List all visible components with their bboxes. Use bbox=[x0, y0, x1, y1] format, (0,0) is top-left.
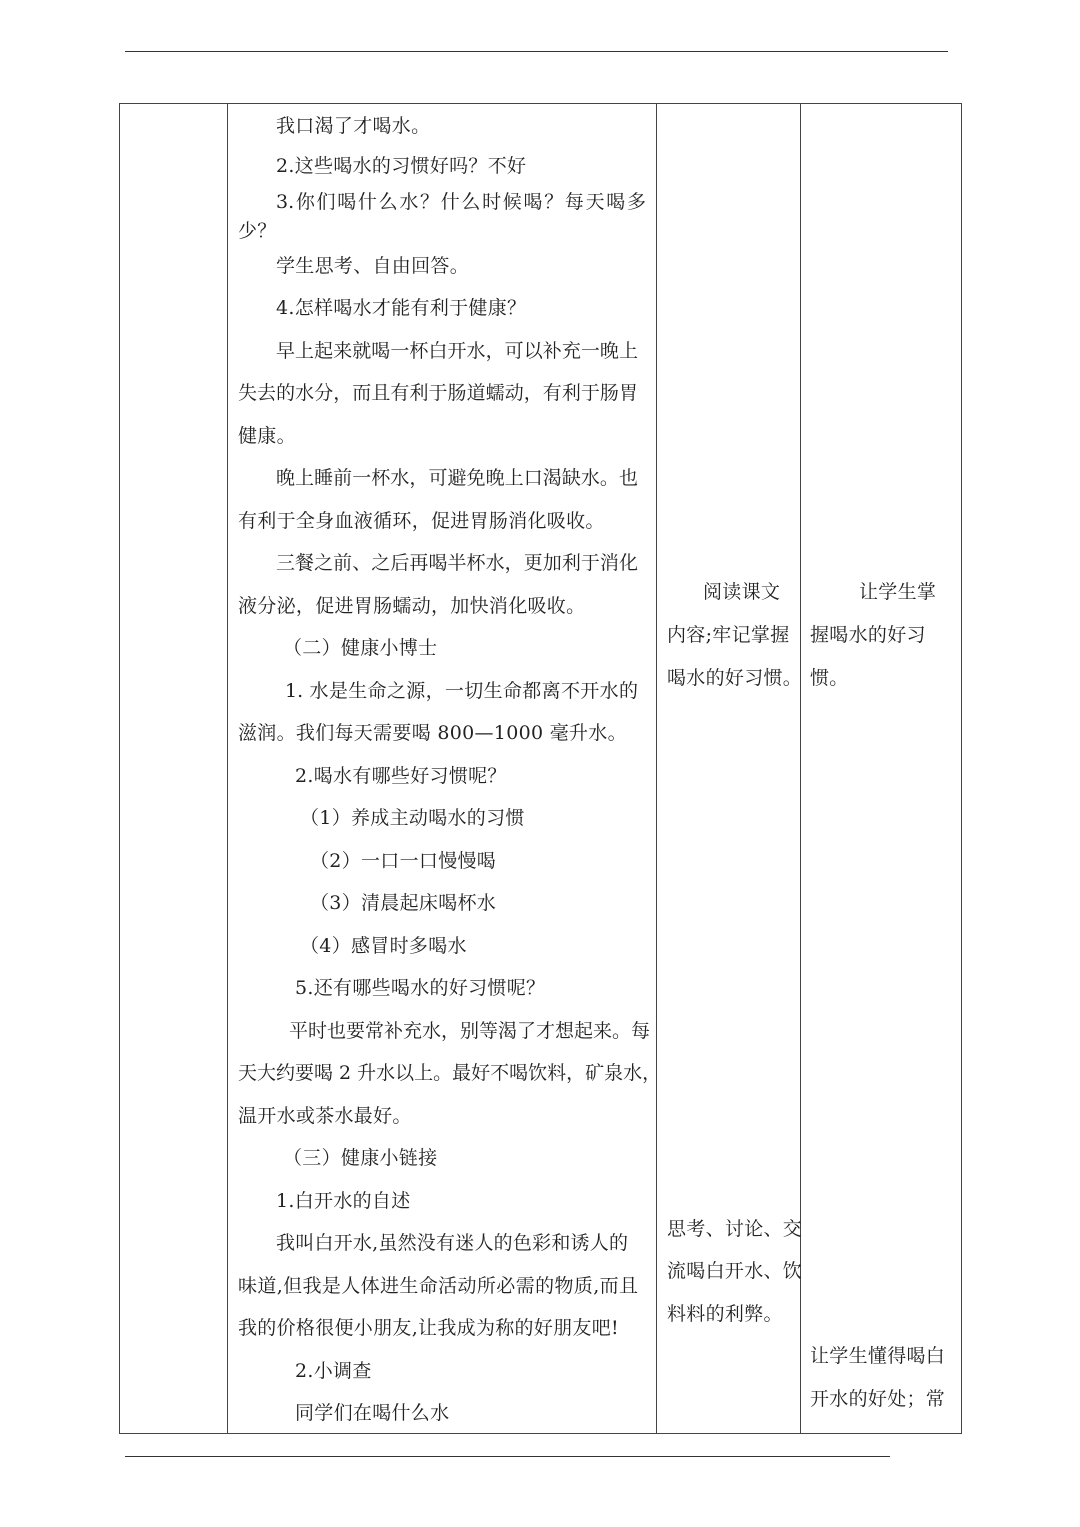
section-heading: （二）健康小博士 bbox=[283, 637, 438, 659]
header-rule bbox=[125, 51, 948, 52]
intent-line: 开水的好处；常 bbox=[810, 1388, 946, 1410]
intent-line: 惯。 bbox=[810, 667, 849, 689]
activity-line: 喝水的好习惯。 bbox=[667, 667, 803, 689]
activity-line: 内容;牢记掌握 bbox=[667, 624, 790, 646]
content-line: 4.怎样喝水才能有利于健康？ bbox=[276, 297, 527, 319]
content-line: 滋润。我们每天需要喝 800—1000 毫升水。 bbox=[238, 722, 627, 744]
content-line: 平时也要常补充水，别等渴了才想起来。每 bbox=[289, 1020, 651, 1042]
activity-line: 料料的利弊。 bbox=[667, 1303, 783, 1325]
content-line: 有利于全身血液循环，促进胃肠消化吸收。 bbox=[238, 510, 605, 532]
content-line: 我口渴了才喝水。 bbox=[276, 115, 431, 137]
content-line: 2.这些喝水的习惯好吗？不好 bbox=[276, 155, 527, 177]
content-line: 健康。 bbox=[238, 425, 296, 447]
section-heading: （三）健康小链接 bbox=[283, 1147, 438, 1169]
content-line: 2.小调查 bbox=[295, 1360, 372, 1382]
list-item: （3）清晨起床喝杯水 bbox=[310, 892, 497, 914]
list-item: （2）一口一口慢慢喝 bbox=[310, 850, 497, 872]
content-line: 同学们在喝什么水 bbox=[295, 1402, 450, 1424]
content-line: 少？ bbox=[238, 220, 277, 242]
footer-rule bbox=[125, 1456, 890, 1457]
intent-line: 握喝水的好习 bbox=[810, 624, 926, 646]
list-item: （1）养成主动喝水的习惯 bbox=[300, 807, 525, 829]
content-line: 5.还有哪些喝水的好习惯呢？ bbox=[295, 977, 546, 999]
column-divider-1 bbox=[227, 103, 228, 1434]
content-line: 味道,但我是人体进生命活动所必需的物质,而且 bbox=[238, 1275, 638, 1297]
content-line: 早上起来就喝一杯白开水，可以补充一晚上 bbox=[276, 340, 638, 362]
intent-line: 让学生掌 bbox=[859, 581, 937, 603]
activity-line: 阅读课文 bbox=[703, 581, 781, 603]
content-line: 我的价格很便小朋友,让我成为称的好朋友吧! bbox=[238, 1317, 619, 1339]
content-line: 天大约要喝 2 升水以上。最好不喝饮料，矿泉水， bbox=[238, 1062, 662, 1084]
content-line: 1. 水是生命之源，一切生命都离不开水的 bbox=[285, 680, 638, 702]
content-line: 失去的水分，而且有利于肠道蠕动，有利于肠胃 bbox=[238, 382, 638, 404]
content-line: 学生思考、自由回答。 bbox=[276, 255, 470, 277]
content-line: 我叫白开水,虽然没有迷人的色彩和诱人的 bbox=[276, 1232, 628, 1254]
intent-line: 让学生懂得喝白 bbox=[810, 1345, 946, 1367]
content-line: 3.你们喝什么水？什么时候喝？每天喝多 bbox=[276, 191, 646, 213]
content-line: 1.白开水的自述 bbox=[276, 1190, 411, 1212]
content-line: 温开水或茶水最好。 bbox=[238, 1105, 412, 1127]
activity-line: 流喝白开水、饮 bbox=[667, 1260, 803, 1282]
content-line: 三餐之前、之后再喝半杯水，更加利于消化 bbox=[276, 552, 638, 574]
content-line: 2.喝水有哪些好习惯呢？ bbox=[295, 765, 507, 787]
content-line: 晚上睡前一杯水，可避免晚上口渴缺水。也 bbox=[276, 467, 638, 489]
activity-line: 思考、讨论、交 bbox=[667, 1218, 803, 1240]
column-divider-2 bbox=[656, 103, 657, 1434]
content-line: 液分泌，促进胃肠蠕动，加快消化吸收。 bbox=[238, 595, 586, 617]
list-item: （4）感冒时多喝水 bbox=[300, 935, 467, 957]
